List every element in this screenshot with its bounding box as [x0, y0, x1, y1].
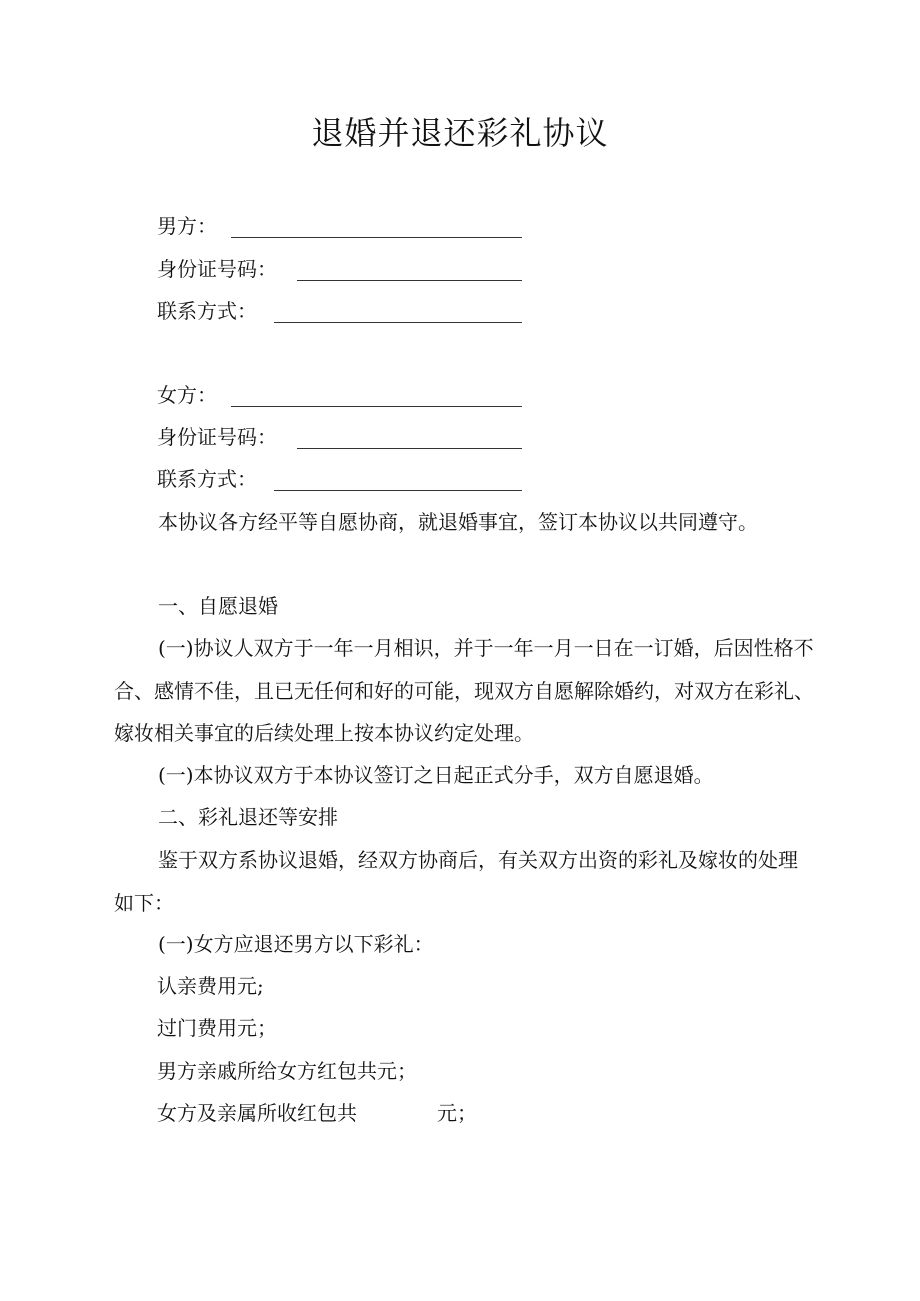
list-item-last	[157, 1099, 477, 1127]
male-id-blank	[297, 280, 522, 281]
section1-item1: (一)协议人双方于一年一月相识，并于一年一月一日在一订婚，后因性格不合、感情不佳，且已无任何和好的可能，现双方自愿解除婚约，对双方在彩礼、嫁妆相关事宜的后续处理上按本协议约定处理。	[114, 636, 814, 745]
section2-heading: 二、彩礼退还等安排	[158, 805, 338, 829]
male-name-label: 男方：	[157, 214, 217, 238]
last-line-end: 元；	[437, 1101, 477, 1125]
list-item: 男方亲戚所给女方红包共元；	[157, 1059, 417, 1083]
female-name-blank	[231, 406, 522, 407]
female-id-label: 身份证号码：	[157, 425, 277, 449]
last-line-start: 女方及亲属所收红包共	[157, 1101, 357, 1125]
male-id-label: 身份证号码：	[157, 257, 277, 281]
female-contact-blank	[274, 490, 522, 491]
female-id-field	[157, 423, 277, 451]
female-contact-field	[157, 465, 257, 493]
male-name-field	[157, 212, 217, 240]
female-name-label: 女方：	[157, 383, 217, 407]
male-contact-label: 联系方式：	[157, 299, 257, 323]
intro-paragraph: 本协议各方经平等自愿协商，就退婚事宜，签订本协议以共同遵守。	[158, 510, 758, 534]
male-contact-field	[157, 297, 257, 325]
list-item: 过门费用元；	[157, 1016, 277, 1040]
section1-item2: (一)本协议双方于本协议签订之日起正式分手，双方自愿退婚。	[158, 763, 714, 787]
male-id-field	[157, 255, 277, 283]
male-name-blank	[231, 237, 522, 238]
section2-intro: 鉴于双方系协议退婚，经双方协商后，有关双方出资的彩礼及嫁妆的处理如下：	[114, 848, 798, 915]
document-title: 退婚并退还彩礼协议	[311, 114, 609, 152]
list-item: 认亲费用元;	[157, 974, 264, 998]
section1-heading: 一、自愿退婚	[158, 594, 278, 618]
female-contact-label: 联系方式：	[157, 467, 257, 491]
section2-item1: (一)女方应退还男方以下彩礼：	[158, 932, 434, 956]
female-id-blank	[297, 448, 522, 449]
female-name-field	[157, 381, 217, 409]
male-contact-blank	[274, 322, 522, 323]
